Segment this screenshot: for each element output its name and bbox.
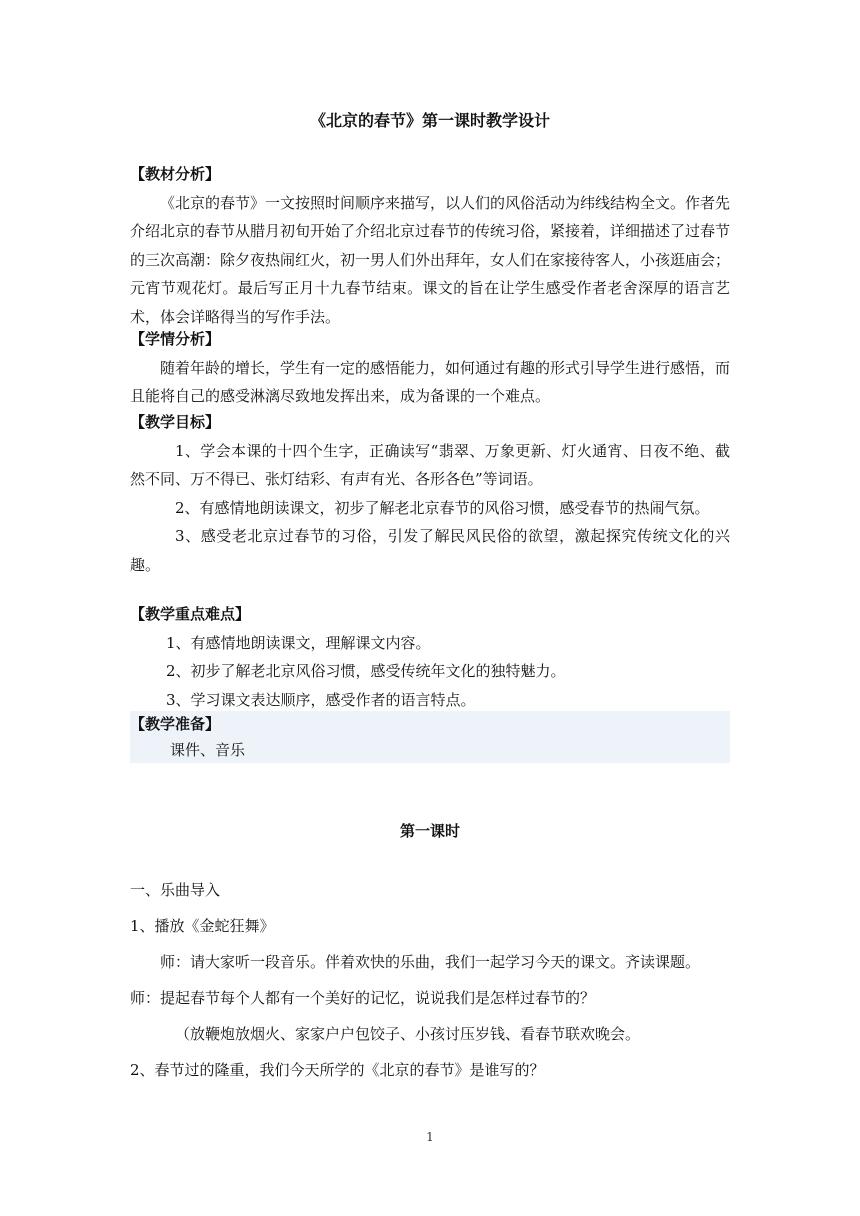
section-preparation xyxy=(130,711,730,763)
goal-item: 2、有感情地朗读课文，初步了解老北京春节的风俗习惯，感受春节的热闹气氛。 xyxy=(175,498,710,517)
preparation-text: 课件、音乐 xyxy=(170,741,246,759)
goal-item: 3、感受老北京过春节的习俗，引发了解民风民俗的欲望，激起探究传统文化的兴趣。 xyxy=(130,527,730,574)
lesson-line: 2、春节过的隆重，我们今天所学的《北京的春节》是谁写的？ xyxy=(130,1061,545,1079)
section-heading: 【学情分析】 xyxy=(130,330,221,348)
goal-item: 1、学会本课的十四个生字，正确读写“翡翠、万象更新、灯火通宵、日夜不绝、截然不同、万不得已、张灯结彩、有声有光、各形各色”等词语。 xyxy=(130,441,730,488)
key-point-item: 3、学习课文表达顺序，感受作者的语言特点。 xyxy=(166,690,476,709)
lesson-line: 1、播放《金蛇狂舞》 xyxy=(130,917,275,935)
lesson-line: 一、乐曲导入 xyxy=(130,881,221,899)
section-heading: 【教学准备】 xyxy=(130,715,221,733)
key-point-item: 2、初步了解老北京风俗习惯，感受传统年文化的独特魅力。 xyxy=(166,662,566,680)
section-key-points xyxy=(130,600,730,714)
section-heading: 【教学重点难点】 xyxy=(130,605,251,623)
lesson-title: 第一课时 xyxy=(399,822,460,840)
section-heading: 【教材分析】 xyxy=(130,165,221,183)
section-heading: 【教学目标】 xyxy=(130,413,221,431)
document-title: 《北京的春节》第一课时教学设计 xyxy=(309,111,550,130)
section-material-analysis xyxy=(130,160,730,331)
section-paragraph: 随着年龄的增长，学生有一定的感悟能力，如何通过有趣的形式引导学生进行感悟，而且能将自己的感受淋漓尽致地发挥出来，成为备课的一个难点。 xyxy=(130,358,731,405)
lesson-line: 师：请大家听一段音乐。伴着欢快的乐曲，我们一起学习今天的课文。齐读课题。 xyxy=(160,953,701,971)
lesson-line: 师：提起春节每个人都有一个美好的记忆，说说我们是怎样过春节的？ xyxy=(130,989,596,1007)
lesson-content xyxy=(130,872,730,1088)
section-paragraph: 《北京的春节》一文按照时间顺序来描写，以人们的风俗活动为纬线结构全文。作者先介绍北京的春节从腊月初旬开始了介绍北京过春节的传统习俗，紧接着，详细描述了过春节的三次高潮：除夕夜热闹红火，初一男人们外出拜年，女人们在家接待客人，小孩逛庙会；元宵节观花灯。最后写正月十九春节结束。课文的旨在让学生感受作者老舍深厚的语言艺术，体会详略得当的写作手法。 xyxy=(130,193,731,326)
section-student-analysis xyxy=(130,325,730,411)
key-point-item: 1、有感情地朗读课文，理解课文内容。 xyxy=(166,633,431,652)
lesson-line: （放鞭炮放烟火、家家户户包饺子、小孩讨压岁钱、看春节联欢晚会。 xyxy=(175,1025,641,1043)
section-teaching-goals xyxy=(130,408,730,579)
page-number: 1 xyxy=(426,1130,434,1144)
